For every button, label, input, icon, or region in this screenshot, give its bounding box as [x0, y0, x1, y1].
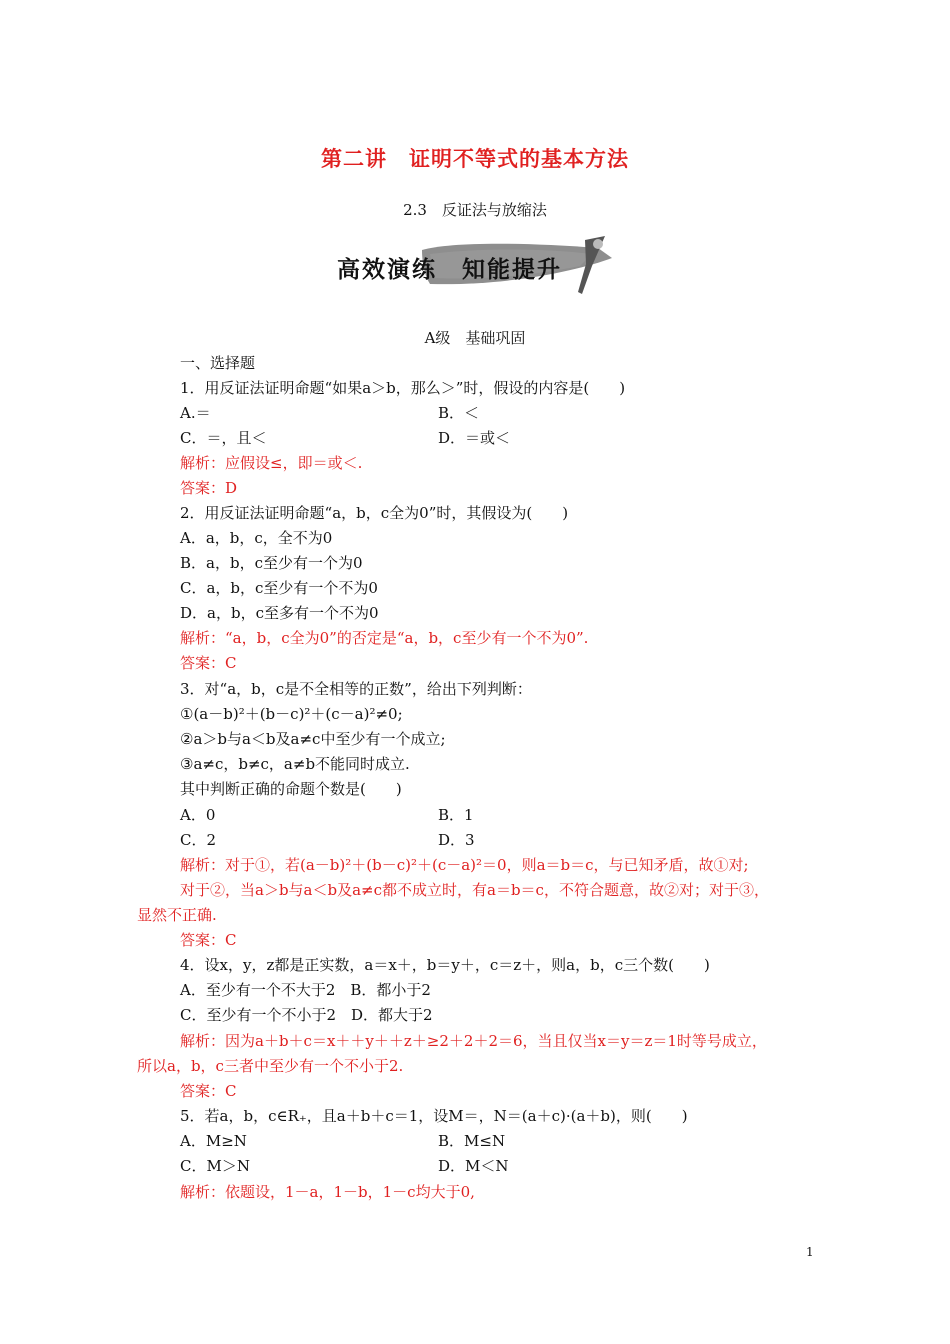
q3-option-b: B．1 — [438, 806, 474, 824]
q3-statement-1: ①(a－b)²＋(b－c)²＋(c－a)²≠0; — [180, 705, 403, 723]
q2-option-c: C．a，b，c至少有一个不为0 — [180, 579, 378, 597]
q4-options-ab: A．至少有一个不大于2 B．都小于2 — [180, 981, 431, 999]
q4-options-cd: C．至少有一个不小于2 D．都大于2 — [180, 1006, 433, 1024]
q4-answer: 答案：C — [180, 1082, 237, 1100]
section-heading: 一、选择题 — [180, 354, 256, 372]
q1-stem: 1．用反证法证明命题“如果a＞b，那么＞”时，假设的内容是( ) — [180, 379, 626, 397]
level-title: A级 基础巩固 — [424, 329, 526, 347]
q5-option-b: B．M≤N — [438, 1132, 506, 1150]
q3-stem: 3．对“a，b，c是不全相等的正数”，给出下列判断： — [180, 680, 532, 698]
q3-statement-2: ②a＞b与a＜b及a≠c中至少有一个成立; — [180, 730, 446, 748]
q4-analysis-1: 解析：因为a＋b＋c＝x＋＋y＋＋z＋≥2＋2＋2＝6，当且仅当x＝y＝z＝1时等号成立， — [180, 1032, 767, 1050]
q2-stem: 2．用反证法证明命题“a，b，c全为0”时，其假设为( ) — [180, 504, 569, 522]
banner-title: 高效演练 知能提升 — [337, 257, 562, 283]
q1-answer: 答案：D — [180, 479, 238, 497]
q1-option-a: A.＝ — [180, 404, 211, 422]
q1-option-c: C．＝，且＜ — [180, 429, 267, 447]
q5-option-a: A．M≥N — [180, 1132, 247, 1150]
q3-option-c: C．2 — [180, 831, 217, 849]
q3-statement-3: ③a≠c，b≠c，a≠b不能同时成立. — [180, 755, 410, 773]
q5-stem: 5．若a，b，c∈R₊，且a＋b＋c＝1，设M＝，N＝(a＋c)·(a＋b)，则( ) — [180, 1107, 688, 1125]
q3-answer: 答案：C — [180, 931, 237, 949]
q5-analysis: 解析：依题设，1－a，1－b，1－c均大于0, — [180, 1183, 475, 1201]
page-number: 1 — [806, 1245, 814, 1259]
q1-option-d: D．＝或＜ — [438, 429, 511, 447]
q3-analysis-1: 解析：对于①，若(a－b)²＋(b－c)²＋(c－a)²＝0，则a＝b＝c，与已知矛盾，故①对; — [180, 856, 749, 874]
q5-option-d: D．M＜N — [438, 1157, 509, 1175]
q4-stem: 4．设x，y，z都是正实数，a＝x＋，b＝y＋，c＝z＋，则a，b，c三个数( ) — [180, 956, 710, 974]
q2-option-b: B．a，b，c至少有一个为0 — [180, 554, 363, 572]
q2-answer: 答案：C — [180, 654, 237, 672]
q3-analysis-2: 对于②，当a＞b与a＜b及a≠c都不成立时，有a＝b＝c，不符合题意，故②对；对于③， — [180, 881, 769, 899]
q3-option-d: D．3 — [438, 831, 475, 849]
q2-option-d: D．a，b，c至多有一个不为0 — [180, 604, 379, 622]
chapter-title: 第二讲 证明不等式的基本方法 — [321, 147, 629, 171]
q3-analysis-3: 显然不正确. — [137, 906, 217, 924]
q2-analysis: 解析：“a，b，c全为0”的否定是“a，b，c至少有一个不为0”. — [180, 629, 589, 647]
q1-analysis: 解析：应假设≤，即＝或＜. — [180, 454, 363, 472]
q3-question: 其中判断正确的命题个数是( ) — [180, 780, 402, 798]
q1-option-b: B．＜ — [438, 404, 480, 422]
q4-analysis-2: 所以a，b，c三者中至少有一个不小于2. — [137, 1057, 404, 1075]
q5-option-c: C．M＞N — [180, 1157, 250, 1175]
section-title: 2.3 反证法与放缩法 — [403, 201, 547, 219]
q3-option-a: A．0 — [180, 806, 216, 824]
q2-option-a: A．a，b，c，全不为0 — [180, 529, 333, 547]
